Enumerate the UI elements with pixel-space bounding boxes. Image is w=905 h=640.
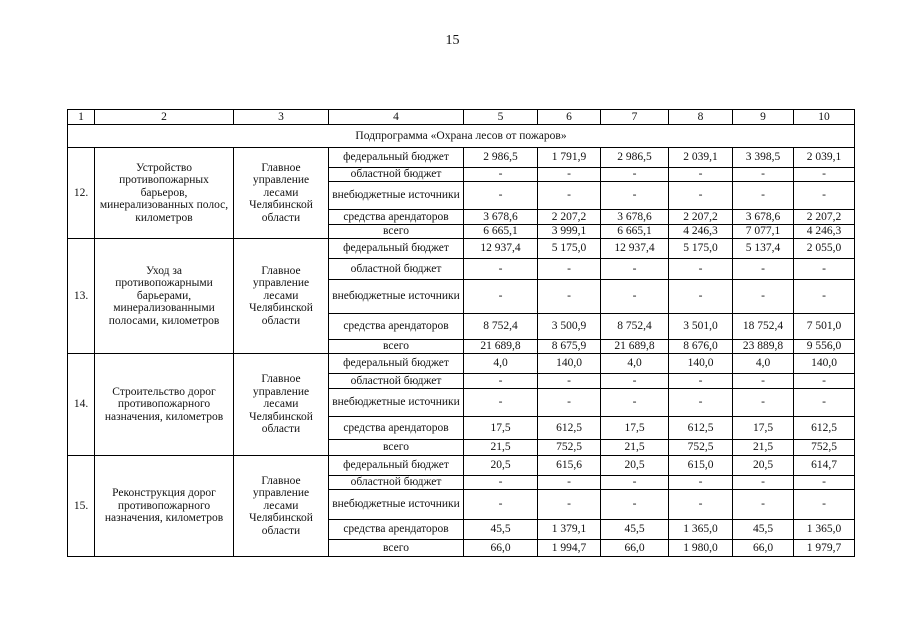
value-cell: - bbox=[538, 168, 601, 182]
value-cell: 612,5 bbox=[538, 417, 601, 440]
value-cell: 21,5 bbox=[601, 440, 669, 456]
value-cell: 140,0 bbox=[669, 354, 733, 374]
funding-source: внебюджетные источники bbox=[329, 389, 464, 417]
value-cell: 140,0 bbox=[794, 354, 855, 374]
header-cell: 9 bbox=[733, 110, 794, 125]
value-cell: 66,0 bbox=[733, 540, 794, 557]
header-cell: 4 bbox=[329, 110, 464, 125]
header-cell: 8 bbox=[669, 110, 733, 125]
funding-source: всего bbox=[329, 540, 464, 557]
funding-source: средства арендаторов bbox=[329, 314, 464, 340]
funding-source: средства арендаторов bbox=[329, 210, 464, 225]
value-cell: 1 980,0 bbox=[669, 540, 733, 557]
value-cell: - bbox=[601, 490, 669, 520]
funding-source: всего bbox=[329, 225, 464, 239]
value-cell: - bbox=[669, 476, 733, 490]
value-cell: 615,0 bbox=[669, 456, 733, 476]
value-cell: - bbox=[794, 259, 855, 280]
value-cell: 8 676,0 bbox=[669, 340, 733, 354]
value-cell: - bbox=[669, 374, 733, 389]
row-number: 14. bbox=[68, 354, 95, 456]
value-cell: 4,0 bbox=[464, 354, 538, 374]
value-cell: - bbox=[794, 168, 855, 182]
value-cell: 4 246,3 bbox=[669, 225, 733, 239]
value-cell: 4,0 bbox=[601, 354, 669, 374]
value-cell: 6 665,1 bbox=[601, 225, 669, 239]
activity-name: Строительство дорог противопожарного назначения, километров bbox=[95, 354, 234, 456]
value-cell: 17,5 bbox=[733, 417, 794, 440]
value-cell: - bbox=[464, 490, 538, 520]
responsible-executor: Главное управление лесами Челябинской области bbox=[234, 354, 329, 456]
value-cell: 12 937,4 bbox=[464, 239, 538, 259]
value-cell: - bbox=[538, 280, 601, 314]
value-cell: 20,5 bbox=[464, 456, 538, 476]
table-body bbox=[68, 110, 855, 557]
value-cell: 3 678,6 bbox=[464, 210, 538, 225]
value-cell: 1 365,0 bbox=[669, 520, 733, 540]
value-cell: 1 365,0 bbox=[794, 520, 855, 540]
value-cell: 3 678,6 bbox=[601, 210, 669, 225]
value-cell: - bbox=[538, 476, 601, 490]
value-cell: 3 999,1 bbox=[538, 225, 601, 239]
value-cell: - bbox=[538, 374, 601, 389]
value-cell: 2 207,2 bbox=[669, 210, 733, 225]
value-cell: - bbox=[601, 389, 669, 417]
value-cell: - bbox=[464, 476, 538, 490]
value-cell: - bbox=[464, 182, 538, 210]
value-cell: 5 175,0 bbox=[538, 239, 601, 259]
value-cell: 12 937,4 bbox=[601, 239, 669, 259]
value-cell: 2 039,1 bbox=[669, 148, 733, 168]
header-cell: 10 bbox=[794, 110, 855, 125]
funding-source: внебюджетные источники bbox=[329, 182, 464, 210]
row-number: 13. bbox=[68, 239, 95, 354]
responsible-executor: Главное управление лесами Челябинской области bbox=[234, 456, 329, 557]
value-cell: 752,5 bbox=[538, 440, 601, 456]
responsible-executor: Главное управление лесами Челябинской области bbox=[234, 148, 329, 239]
value-cell: - bbox=[794, 280, 855, 314]
value-cell: - bbox=[733, 476, 794, 490]
value-cell: 2 986,5 bbox=[464, 148, 538, 168]
value-cell: - bbox=[794, 182, 855, 210]
value-cell: - bbox=[733, 374, 794, 389]
header-cell: 6 bbox=[538, 110, 601, 125]
page-number: 15 bbox=[445, 33, 460, 48]
value-cell: 2 039,1 bbox=[794, 148, 855, 168]
value-cell: 7 501,0 bbox=[794, 314, 855, 340]
header-cell: 3 bbox=[234, 110, 329, 125]
value-cell: - bbox=[733, 168, 794, 182]
header-cell: 5 bbox=[464, 110, 538, 125]
value-cell: 4,0 bbox=[733, 354, 794, 374]
value-cell: - bbox=[794, 490, 855, 520]
program-table bbox=[67, 109, 855, 557]
row-number: 12. bbox=[68, 148, 95, 239]
value-cell: 1 379,1 bbox=[538, 520, 601, 540]
value-cell: 20,5 bbox=[733, 456, 794, 476]
value-cell: 612,5 bbox=[669, 417, 733, 440]
header-cell: 7 bbox=[601, 110, 669, 125]
value-cell: - bbox=[669, 168, 733, 182]
value-cell: - bbox=[601, 280, 669, 314]
value-cell: - bbox=[601, 168, 669, 182]
value-cell: - bbox=[464, 280, 538, 314]
value-cell: - bbox=[794, 374, 855, 389]
value-cell: - bbox=[538, 389, 601, 417]
funding-source: областной бюджет bbox=[329, 259, 464, 280]
value-cell: 8 675,9 bbox=[538, 340, 601, 354]
value-cell: - bbox=[733, 259, 794, 280]
value-cell: - bbox=[601, 259, 669, 280]
table-row bbox=[68, 148, 855, 168]
value-cell: - bbox=[733, 280, 794, 314]
value-cell: - bbox=[733, 490, 794, 520]
header-cell: 2 bbox=[95, 110, 234, 125]
subprogram-title: Подпрограмма «Охрана лесов от пожаров» bbox=[68, 125, 855, 148]
table-row bbox=[68, 354, 855, 374]
value-cell: 2 207,2 bbox=[794, 210, 855, 225]
value-cell: - bbox=[601, 476, 669, 490]
value-cell: - bbox=[464, 259, 538, 280]
activity-name: Уход за противопожарными барьерами, минерализованными полосами, километров bbox=[95, 239, 234, 354]
funding-source: областной бюджет bbox=[329, 374, 464, 389]
value-cell: 66,0 bbox=[601, 540, 669, 557]
value-cell: - bbox=[601, 182, 669, 210]
value-cell: 140,0 bbox=[538, 354, 601, 374]
value-cell: 1 994,7 bbox=[538, 540, 601, 557]
header-cell: 1 bbox=[68, 110, 95, 125]
value-cell: - bbox=[669, 490, 733, 520]
value-cell: - bbox=[733, 389, 794, 417]
value-cell: 752,5 bbox=[669, 440, 733, 456]
value-cell: 3 500,9 bbox=[538, 314, 601, 340]
header-row bbox=[68, 110, 855, 125]
value-cell: - bbox=[669, 259, 733, 280]
value-cell: 7 077,1 bbox=[733, 225, 794, 239]
value-cell: 6 665,1 bbox=[464, 225, 538, 239]
value-cell: 8 752,4 bbox=[464, 314, 538, 340]
value-cell: 1 979,7 bbox=[794, 540, 855, 557]
value-cell: 21,5 bbox=[733, 440, 794, 456]
value-cell: 614,7 bbox=[794, 456, 855, 476]
value-cell: - bbox=[538, 182, 601, 210]
value-cell: 18 752,4 bbox=[733, 314, 794, 340]
value-cell: 66,0 bbox=[464, 540, 538, 557]
value-cell: - bbox=[601, 374, 669, 389]
value-cell: - bbox=[669, 182, 733, 210]
value-cell: 3 398,5 bbox=[733, 148, 794, 168]
value-cell: 615,6 bbox=[538, 456, 601, 476]
activity-name: Устройство противопожарных барьеров, минерализованных полос, километров bbox=[95, 148, 234, 239]
value-cell: 4 246,3 bbox=[794, 225, 855, 239]
value-cell: - bbox=[794, 389, 855, 417]
funding-source: всего bbox=[329, 440, 464, 456]
row-number: 15. bbox=[68, 456, 95, 557]
value-cell: 21 689,8 bbox=[464, 340, 538, 354]
value-cell: 23 889,8 bbox=[733, 340, 794, 354]
activity-name: Реконструкция дорог противопожарного назначения, километров bbox=[95, 456, 234, 557]
value-cell: - bbox=[669, 280, 733, 314]
value-cell: 3 501,0 bbox=[669, 314, 733, 340]
value-cell: - bbox=[794, 476, 855, 490]
value-cell: 1 791,9 bbox=[538, 148, 601, 168]
value-cell: 45,5 bbox=[601, 520, 669, 540]
value-cell: 17,5 bbox=[601, 417, 669, 440]
value-cell: - bbox=[538, 490, 601, 520]
value-cell: 21 689,8 bbox=[601, 340, 669, 354]
value-cell: 5 137,4 bbox=[733, 239, 794, 259]
value-cell: 45,5 bbox=[733, 520, 794, 540]
value-cell: 20,5 bbox=[601, 456, 669, 476]
funding-source: областной бюджет bbox=[329, 476, 464, 490]
value-cell: 3 678,6 bbox=[733, 210, 794, 225]
value-cell: 612,5 bbox=[794, 417, 855, 440]
funding-source: средства арендаторов bbox=[329, 520, 464, 540]
value-cell: 17,5 bbox=[464, 417, 538, 440]
value-cell: 2 986,5 bbox=[601, 148, 669, 168]
table-row bbox=[68, 456, 855, 476]
value-cell: 8 752,4 bbox=[601, 314, 669, 340]
value-cell: 2 207,2 bbox=[538, 210, 601, 225]
value-cell: 5 175,0 bbox=[669, 239, 733, 259]
value-cell: 45,5 bbox=[464, 520, 538, 540]
funding-source: федеральный бюджет bbox=[329, 239, 464, 259]
value-cell: - bbox=[733, 182, 794, 210]
subprogram-row bbox=[68, 125, 855, 148]
funding-source: федеральный бюджет bbox=[329, 148, 464, 168]
responsible-executor: Главное управление лесами Челябинской области bbox=[234, 239, 329, 354]
funding-source: средства арендаторов bbox=[329, 417, 464, 440]
value-cell: 2 055,0 bbox=[794, 239, 855, 259]
funding-source: всего bbox=[329, 340, 464, 354]
funding-source: федеральный бюджет bbox=[329, 456, 464, 476]
value-cell: - bbox=[464, 374, 538, 389]
funding-source: внебюджетные источники bbox=[329, 280, 464, 314]
funding-source: областной бюджет bbox=[329, 168, 464, 182]
funding-source: внебюджетные источники bbox=[329, 490, 464, 520]
table-row bbox=[68, 239, 855, 259]
funding-source: федеральный бюджет bbox=[329, 354, 464, 374]
value-cell: - bbox=[669, 389, 733, 417]
value-cell: - bbox=[538, 259, 601, 280]
value-cell: - bbox=[464, 168, 538, 182]
value-cell: 21,5 bbox=[464, 440, 538, 456]
value-cell: 752,5 bbox=[794, 440, 855, 456]
value-cell: - bbox=[464, 389, 538, 417]
value-cell: 9 556,0 bbox=[794, 340, 855, 354]
